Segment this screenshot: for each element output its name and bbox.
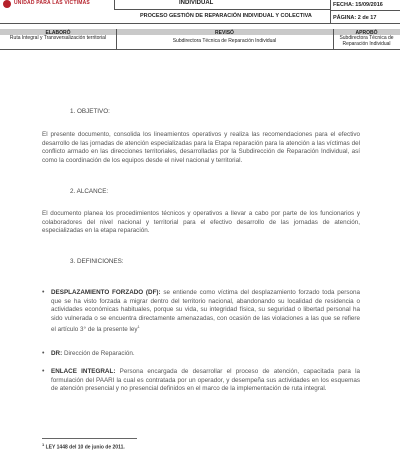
section-alcance-text: El documento planea los procedimientos técnicos y operativos a llevar a cabo por parte de los funcionarios y colaboradores del nivel nacional y territorial para el efectivo desarrollo de las jornadas de atención, especializadas en la etapa reparación. <box>42 210 360 235</box>
logo-text: UNIDAD PARA LAS VÍCTIMAS <box>14 0 90 6</box>
footnote-ref: 1 <box>137 324 140 330</box>
process-name: PROCESO GESTIÓN DE REPARACIÓN INDIVIDUAL Y COLECTIVA <box>140 13 312 19</box>
definition-text: Dirección de Reparación. <box>62 350 135 357</box>
footnote-divider <box>42 438 137 439</box>
definition-item <box>42 368 360 394</box>
logo <box>0 0 115 10</box>
definition-text: se entiende como víctima del desplazamiento forzado toda persona que se ha visto forzada a migrar dentro del territorio nacional, abandonando su localidad de residencia o actividades económicas habituales, porque su vida, su integridad física, su seguridad o libertad personal ha sido vulnerada o se encuentra directamente amenazadas, con ocasión de las violaciones a las que se refiere el artículo 3° de la presente ley <box>51 289 361 334</box>
aprobo-value: Subdirectora Técnica de Reparación Individual <box>339 35 394 47</box>
footnote-number: 1 <box>42 442 45 447</box>
definition-item <box>42 350 360 359</box>
elaboro-value: Ruta Integral y Transversalización territorial <box>9 35 107 41</box>
definition-term: DESPLAZAMIENTO FORZADO (DF): <box>51 289 161 296</box>
definition-text: Persona encargada de desarrollar el proceso de atención, capacitada para la formulación del PAARI la cual es contratada por un operador, y desempeña sus actividades en los esquemas de atención presencial y no presencial definidos en el marco de la implementación de ruta integral. <box>51 368 360 393</box>
footnote-text: LEY 1448 del 10 de junio de 2011. <box>44 444 125 451</box>
bullet-icon: • <box>42 350 45 357</box>
definition-term: DR: <box>51 350 63 357</box>
bullet-icon: • <box>42 368 45 375</box>
section-definiciones-title: 3. DEFINICIONES: <box>70 258 124 265</box>
aprobo-label: APROBÓ <box>355 29 378 36</box>
footnote <box>42 442 125 451</box>
header-title: INDIVIDUAL <box>179 0 214 6</box>
reviso-value: Subdirectora Técnica de Reparación Individual <box>172 38 277 44</box>
elaboro-label: ELABORÓ <box>45 29 71 36</box>
seal-icon <box>3 0 11 8</box>
section-alcance-title: 2. ALCANCE: <box>70 188 109 195</box>
reviso-label: REVISÓ <box>215 29 234 36</box>
bullet-icon: • <box>42 289 45 296</box>
section-objetivo-text: El presente documento, consolida los lineamientos operativos y realiza las recomendaciones para el efectivo desarrollo de las jornadas de atención especializadas para la Etapa reparación para la atención a las víctimas del conflicto armado en las direcciones territoriales, desarrolladas por la Subdirección de Reparación Individual, así como la coordinación de los equipos desde el nivel nacional y territorial. <box>42 131 360 164</box>
doc-date: FECHA: 15/09/2016 <box>333 2 383 8</box>
section-objetivo-title: 1. OBJETIVO: <box>70 108 110 115</box>
page-number: PÁGINA: 2 de 17 <box>333 15 377 21</box>
definition-item <box>42 289 361 335</box>
definition-term: ENLACE INTEGRAL: <box>51 368 116 375</box>
